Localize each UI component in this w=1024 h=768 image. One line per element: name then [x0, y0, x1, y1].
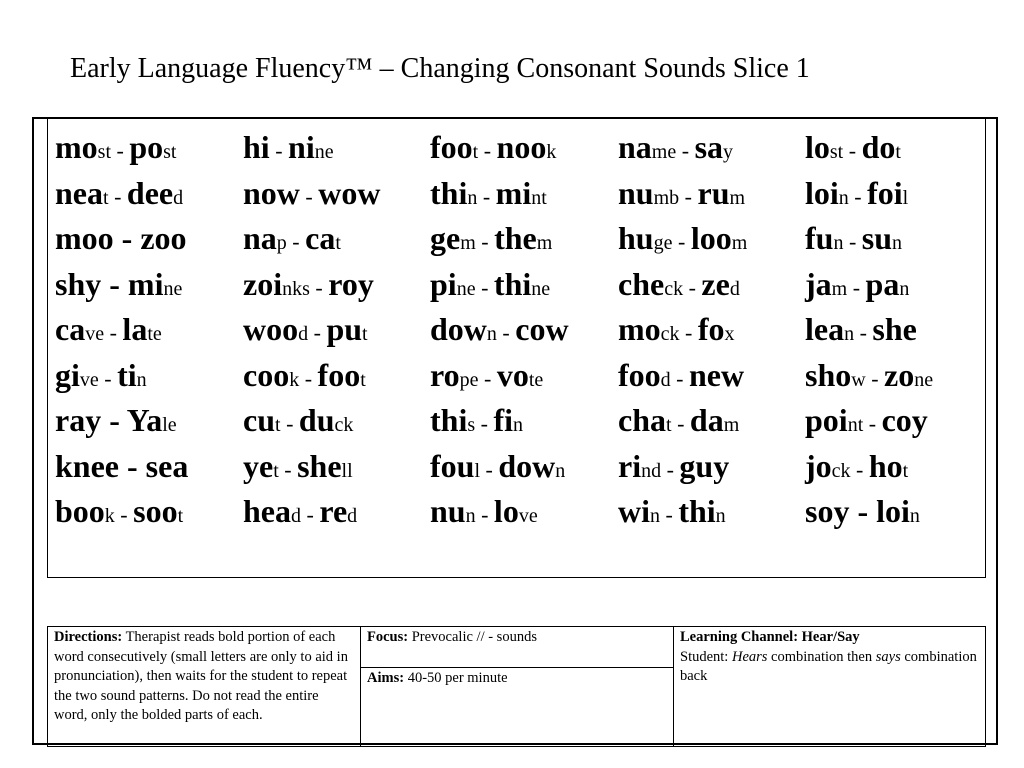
dash: -: [286, 229, 306, 254]
bold-segment: la: [122, 311, 148, 347]
bold-segment: thi: [493, 265, 532, 302]
word-pair: [430, 264, 569, 310]
bold-segment: now: [243, 174, 300, 211]
word-pair: [618, 309, 747, 355]
word-pair: [430, 309, 569, 355]
dash: -: [683, 274, 702, 300]
bold-segment: roy: [328, 265, 374, 302]
word-pair: [55, 491, 188, 537]
word-pair: [805, 264, 933, 310]
bold-segment: zo: [884, 356, 915, 393]
bold-segment: hi: [243, 129, 270, 165]
learning-channel-cell: [674, 627, 984, 746]
dash: -: [114, 502, 134, 527]
small-letters: n: [892, 232, 903, 254]
word-pair: [55, 173, 188, 219]
bold-segment: thi: [430, 402, 468, 438]
small-letters: nd: [641, 459, 662, 482]
bold-segment: poi: [805, 402, 848, 438]
dash: -: [475, 229, 495, 254]
bold-segment: lo: [493, 493, 519, 529]
word-pair: [55, 218, 188, 264]
aims-cell: [361, 668, 674, 746]
bold-segment: ge: [430, 220, 461, 256]
bold-segment: moo - zoo: [55, 220, 187, 256]
bold-segment: ro: [430, 356, 460, 393]
aims-text: 40-50 per minute: [404, 670, 508, 686]
small-letters: y: [723, 141, 734, 163]
directions-label: Directions:: [54, 629, 123, 645]
focus-text: Prevocalic // - sounds: [408, 629, 537, 645]
bold-segment: mo: [55, 129, 98, 165]
word-pair: [55, 309, 188, 355]
dash: -: [98, 365, 118, 391]
small-letters: n: [909, 505, 920, 527]
word-pair: [805, 173, 933, 219]
dash: -: [475, 411, 494, 436]
word-pair: [430, 218, 569, 264]
aims-label: Aims:: [367, 670, 405, 686]
word-pair: [805, 446, 933, 492]
bold-segment: zoi: [243, 265, 283, 302]
small-letters: nks: [282, 277, 310, 300]
bold-segment: ca: [55, 311, 86, 347]
word-pair: [55, 400, 188, 446]
small-letters: t: [472, 141, 479, 163]
bold-segment: da: [689, 402, 724, 438]
bold-segment: ye: [243, 447, 274, 484]
bold-segment: du: [298, 402, 335, 438]
bold-segment: fu: [805, 220, 834, 256]
dash: -: [660, 502, 679, 527]
small-letters: d: [660, 368, 671, 391]
word-column-4: [618, 127, 747, 537]
small-letters: m: [729, 186, 746, 209]
bold-segment: na: [618, 129, 652, 165]
dash: -: [661, 456, 680, 482]
bold-segment: sa: [694, 129, 724, 165]
bold-segment: the: [494, 220, 537, 256]
dash: -: [865, 365, 885, 391]
small-letters: m: [723, 414, 740, 436]
small-letters: ge: [653, 232, 673, 254]
bold-segment: gi: [55, 356, 80, 393]
bold-segment: ri: [618, 447, 642, 484]
small-letters: ck: [334, 414, 354, 436]
bold-segment: she: [297, 447, 342, 484]
bold-segment: shy - mi: [55, 265, 164, 302]
dash: -: [299, 365, 318, 391]
word-pair: [243, 355, 380, 401]
small-letters: t: [273, 459, 279, 482]
bold-segment: soy - loi: [805, 493, 910, 529]
word-pair: [805, 127, 933, 173]
small-letters: n: [465, 505, 476, 527]
dash: -: [848, 183, 868, 209]
word-pair: [618, 127, 747, 173]
word-pair: [55, 264, 188, 310]
small-letters: ne: [456, 277, 476, 300]
word-pair: [243, 400, 380, 446]
small-letters: d: [347, 505, 358, 527]
bold-segment: ca: [305, 220, 336, 256]
bold-segment: foi: [867, 174, 903, 211]
small-letters: m: [536, 232, 553, 254]
small-letters: ne: [531, 277, 551, 300]
small-letters: le: [162, 414, 177, 436]
bold-segment: lo: [805, 129, 830, 165]
bold-segment: do: [861, 129, 896, 165]
directions-text: Therapist reads bold portion of each word consecutively (small letters are only to aid in pronunciation), then waits for the student to repeat the two sound patterns. Do not read the entire word, only the bolded parts of each.: [54, 629, 348, 723]
bold-segment: wi: [618, 493, 650, 529]
word-pair: [243, 127, 380, 173]
small-letters: t: [362, 323, 368, 345]
bold-segment: she: [872, 311, 917, 347]
small-letters: ne: [163, 277, 183, 300]
small-letters: ck: [664, 277, 684, 300]
focus-label: Focus:: [367, 629, 409, 645]
small-letters: w: [851, 368, 866, 391]
bold-segment: coy: [881, 402, 928, 438]
small-letters: n: [650, 505, 660, 527]
dash: -: [679, 320, 698, 345]
bold-segment: hu: [618, 220, 654, 256]
bold-segment: fo: [697, 311, 725, 347]
small-letters: st: [163, 141, 177, 163]
bold-segment: thi: [430, 174, 468, 211]
small-letters: n: [899, 277, 910, 300]
small-letters: t: [360, 368, 366, 391]
small-letters: n: [844, 323, 855, 345]
bold-segment: loo: [690, 220, 732, 256]
small-letters: ne: [314, 141, 334, 163]
bold-segment: ti: [117, 356, 137, 393]
bold-segment: hea: [243, 493, 291, 529]
dash: -: [299, 183, 319, 209]
bold-segment: ni: [288, 129, 315, 165]
bold-segment: mi: [495, 174, 532, 211]
bold-segment: ray - Ya: [55, 402, 163, 438]
small-letters: d: [291, 505, 301, 527]
word-pair: [805, 218, 933, 264]
word-pair: [618, 218, 747, 264]
small-letters: l: [902, 186, 909, 209]
says-word: says: [875, 648, 901, 665]
small-letters: m: [460, 232, 476, 254]
word-pair: [618, 491, 747, 537]
small-letters: n: [555, 459, 566, 482]
small-letters: st: [97, 141, 111, 163]
small-letters: t: [103, 186, 109, 209]
small-letters: t: [666, 414, 672, 436]
channel-end-text: combination back: [680, 648, 977, 684]
small-letters: m: [731, 232, 748, 254]
small-letters: nt: [847, 414, 864, 436]
small-letters: st: [829, 141, 844, 163]
dash: -: [475, 502, 494, 527]
small-letters: nt: [531, 186, 547, 209]
dash: -: [475, 274, 494, 300]
focus-cell: [361, 627, 674, 668]
small-letters: ck: [831, 459, 851, 482]
bold-segment: na: [243, 220, 277, 256]
small-letters: s: [467, 414, 476, 436]
word-pair: [805, 400, 933, 446]
word-pair: [55, 127, 188, 173]
dash: -: [863, 411, 882, 436]
word-pair: [805, 491, 933, 537]
word-pair: [243, 309, 380, 355]
word-pair: [805, 309, 933, 355]
dash: -: [676, 138, 695, 163]
small-letters: d: [173, 186, 184, 209]
word-pair: [430, 173, 569, 219]
dash: -: [672, 229, 691, 254]
small-letters: n: [486, 323, 497, 345]
word-pair: [243, 491, 380, 537]
instructions-table: [47, 626, 986, 747]
dash: -: [108, 183, 127, 209]
word-column-2: [243, 127, 380, 537]
bold-segment: wow: [318, 174, 381, 211]
bold-segment: lea: [805, 311, 845, 347]
small-letters: n: [467, 186, 478, 209]
bold-segment: sho: [805, 356, 852, 393]
word-pair: [805, 355, 933, 401]
small-letters: p: [276, 232, 287, 254]
bold-segment: cu: [243, 402, 275, 438]
dash: -: [850, 456, 869, 482]
small-letters: te: [147, 323, 162, 345]
bold-segment: fi: [493, 402, 514, 438]
bold-segment: fou: [430, 447, 475, 484]
small-letters: t: [895, 141, 901, 163]
bold-segment: dow: [430, 311, 487, 347]
bold-segment: pu: [326, 311, 363, 347]
small-letters: n: [838, 186, 849, 209]
dash: -: [843, 229, 862, 254]
bold-segment: re: [319, 493, 348, 529]
dash: -: [671, 411, 690, 436]
small-letters: me: [651, 141, 677, 163]
bold-segment: nu: [430, 493, 466, 529]
bold-segment: soo: [133, 493, 178, 529]
bold-segment: vo: [496, 356, 529, 393]
small-letters: ve: [518, 505, 538, 527]
small-letters: t: [177, 505, 184, 527]
bold-segment: knee - sea: [55, 447, 189, 484]
word-pair: [618, 446, 747, 492]
word-pair: [243, 218, 380, 264]
dash: -: [269, 138, 289, 163]
bold-segment: thi: [678, 493, 716, 529]
word-column-5: [805, 127, 933, 537]
small-letters: ve: [79, 368, 99, 391]
bold-segment: mo: [618, 311, 661, 347]
bold-segment: loi: [805, 174, 839, 211]
dash: -: [301, 502, 320, 527]
word-pair: [55, 446, 188, 492]
channel-mid-text: combination then: [767, 648, 876, 665]
bold-segment: nea: [55, 174, 103, 211]
student-label: Student:: [680, 648, 732, 665]
small-letters: k: [289, 368, 300, 391]
dash: -: [308, 320, 327, 345]
bold-segment: new: [688, 356, 745, 393]
bold-segment: cow: [515, 311, 569, 347]
word-pair: [243, 173, 380, 219]
dash: -: [280, 411, 299, 436]
small-letters: ne: [914, 368, 934, 391]
dash: -: [477, 183, 496, 209]
word-pair: [618, 173, 747, 219]
small-letters: m: [831, 277, 848, 300]
bold-segment: coo: [243, 356, 290, 393]
word-pair: [430, 127, 569, 173]
bold-segment: noo: [496, 129, 547, 165]
bold-segment: ru: [697, 174, 730, 211]
dash: -: [496, 320, 516, 345]
directions-cell: [48, 627, 361, 746]
small-letters: d: [298, 323, 309, 345]
bold-segment: su: [861, 220, 893, 256]
dash: -: [843, 138, 862, 163]
dash: -: [679, 183, 698, 209]
word-pair: [243, 264, 380, 310]
small-letters: t: [902, 459, 909, 482]
small-letters: te: [528, 368, 544, 391]
small-letters: ck: [660, 323, 680, 345]
word-pair: [430, 355, 569, 401]
bold-segment: jo: [805, 447, 832, 484]
word-pair: [618, 400, 747, 446]
dash: -: [478, 138, 497, 163]
small-letters: n: [833, 232, 844, 254]
small-letters: t: [335, 232, 341, 254]
small-letters: k: [546, 141, 557, 163]
small-letters: pe: [459, 368, 479, 391]
word-pair: [243, 446, 380, 492]
small-letters: k: [104, 505, 115, 527]
bold-segment: pi: [430, 265, 457, 302]
bold-segment: ze: [701, 265, 730, 302]
bold-segment: boo: [55, 493, 105, 529]
word-pair: [618, 264, 747, 310]
bold-segment: cha: [618, 402, 666, 438]
small-letters: x: [724, 323, 735, 345]
small-letters: n: [715, 505, 726, 527]
bold-segment: ho: [868, 447, 903, 484]
word-pair: [618, 355, 747, 401]
dash: -: [854, 320, 873, 345]
bold-segment: foo: [430, 129, 473, 165]
bold-segment: guy: [679, 447, 730, 484]
small-letters: n: [513, 414, 524, 436]
word-pair: [430, 491, 569, 537]
small-letters: d: [729, 277, 740, 300]
word-pair: [430, 446, 569, 492]
dash: -: [478, 365, 497, 391]
dash: -: [847, 274, 866, 300]
small-letters: t: [275, 414, 281, 436]
word-pair: [55, 355, 188, 401]
bold-segment: nu: [618, 174, 654, 211]
word-pair: [430, 400, 569, 446]
bold-segment: dee: [126, 174, 174, 211]
small-letters: ll: [341, 459, 353, 482]
word-column-3: [430, 127, 569, 537]
small-letters: l: [474, 459, 481, 482]
word-column-1: [55, 127, 188, 537]
dash: -: [278, 456, 298, 482]
page-title: Early Language Fluency™ – Changing Consonant Sounds Slice 1: [70, 53, 810, 84]
small-letters: mb: [653, 186, 680, 209]
bold-segment: woo: [243, 311, 299, 347]
bold-segment: ja: [805, 265, 832, 302]
bold-segment: foo: [618, 356, 661, 393]
small-letters: ve: [85, 323, 105, 345]
small-letters: n: [136, 368, 147, 391]
bold-segment: foo: [317, 356, 361, 393]
hears-word: Hears: [731, 648, 768, 665]
dash: -: [111, 138, 130, 163]
bold-segment: che: [618, 265, 665, 302]
dash: -: [670, 365, 689, 391]
bold-segment: dow: [498, 447, 556, 484]
learning-channel-label: Learning Channel: Hear/Say: [680, 629, 860, 645]
dash: -: [309, 274, 329, 300]
dash: -: [480, 456, 499, 482]
bold-segment: pa: [865, 265, 900, 302]
dash: -: [104, 320, 123, 345]
bold-segment: po: [129, 129, 164, 165]
